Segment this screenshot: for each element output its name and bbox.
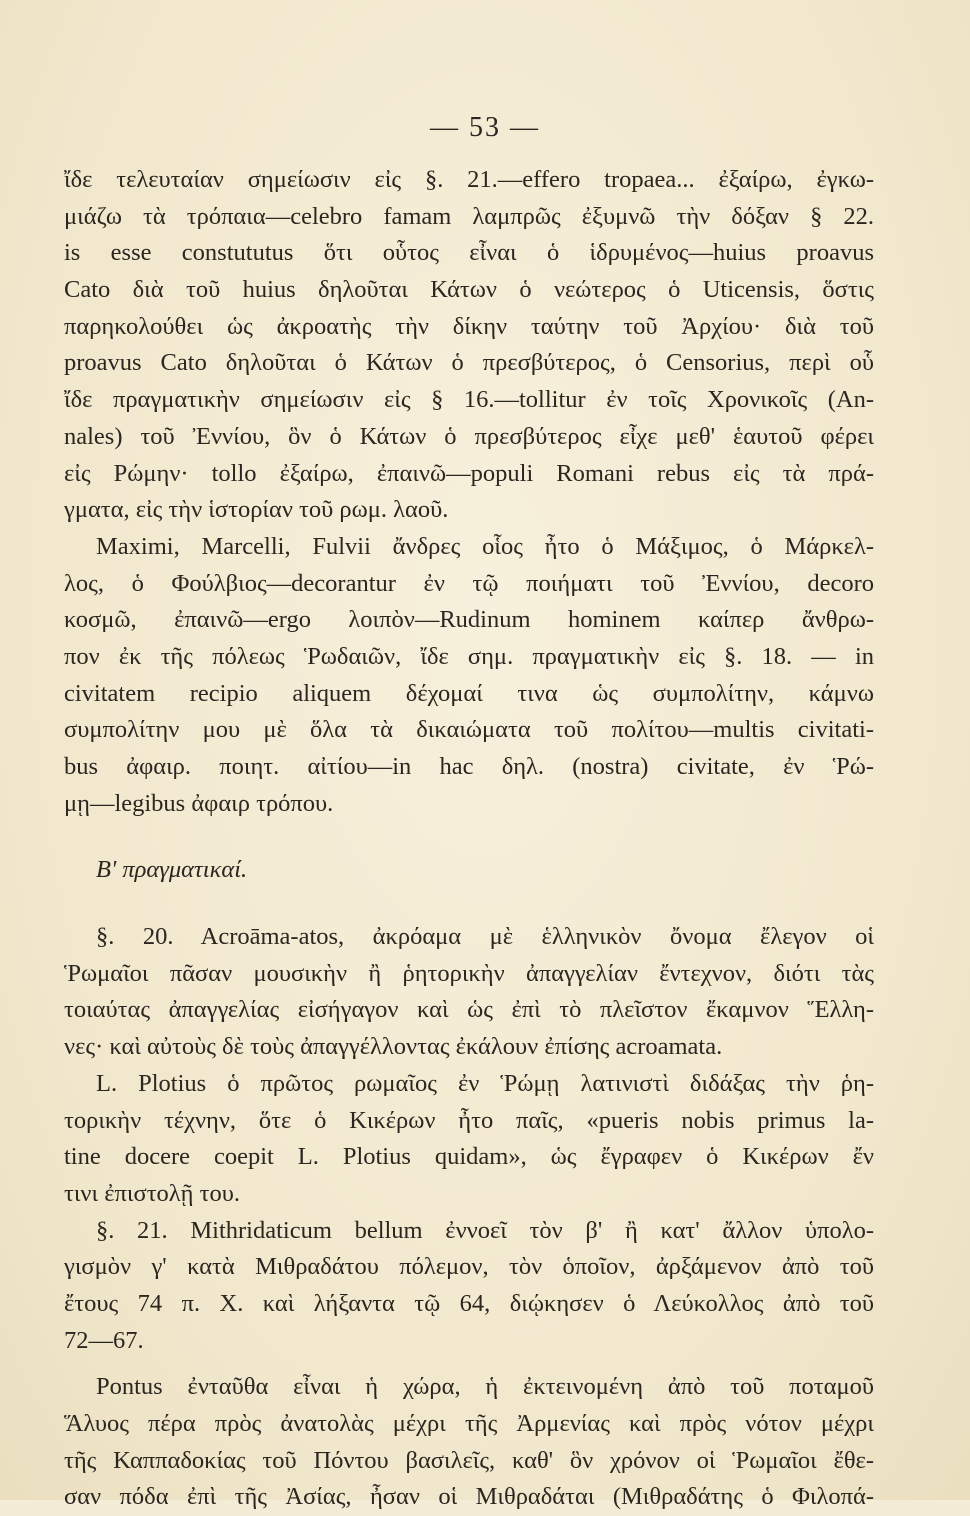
text-line: εἰς Ρώμην· tollo ἐξαίρω, ἐπαινῶ—populi Romani rebus εἰς τὰ πρά- [64, 459, 874, 487]
text-line: bus ἀφαιρ. ποιητ. αἰτίου—in hac δηλ. (nostra) civitate, ἐν Ῥώ- [64, 753, 874, 780]
text-line: proavus Cato δηλοῦται ὁ Κάτων ὁ πρεσβύτερος, ὁ Censorius, περὶ οὗ [64, 349, 874, 377]
text-line: §. 21. Mithridaticum bellum ἐννοεῖ τὸν β' ἢ κατ' ἄλλον ὑπολο- [96, 1216, 874, 1244]
text-line: Maximi, Marcelli, Fulvii ἄνδρες οἷος ἦτο ὁ Μάξιμος, ὁ Μάρκελ- [96, 532, 874, 560]
text-line: τινι ἐπιστολῇ του. [64, 1179, 240, 1207]
text-line: Ἅλυος πέρα πρὸς ἀνατολὰς μέχρι τῆς Ἀρμενίας καὶ πρὸς νότον μέχρι [64, 1410, 874, 1437]
text-line: τῆς Καππαδοκίας τοῦ Πόντου βασιλεῖς, καθ' ὃν χρόνον οἱ Ῥωμαῖοι ἔθε- [64, 1446, 874, 1474]
text-line: νες· καὶ αὐτοὺς δὲ τοὺς ἀπαγγέλλοντας ἐκάλουν ἐπίσης acroamata. [64, 1033, 723, 1061]
text-line: τοιαύτας ἀπαγγελίας εἰσήγαγον καὶ ὡς ἐπὶ τὸ πλεῖστον ἔκαμνον Ἕλλη- [64, 996, 874, 1024]
text-line: ἴδε τελευταίαν σημείωσιν εἰς §. 21.—effero tropaea... ἐξαίρω, ἐγκω- [64, 166, 874, 193]
text-line: nales) τοῦ Ἐννίου, ὃν ὁ Κάτων ὁ πρεσβύτερος εἶχε μεθ' ἑαυτοῦ φέρει [64, 422, 874, 450]
text-line: πον ἐκ τῆς πόλεως Ῥωδαιῶν, ἴδε σημ. πραγματικὴν εἰς §. 18. — in [64, 642, 874, 670]
text-line: συμπολίτην μου μὲ ὅλα τὰ δικαιώματα τοῦ πολίτου—multis civitati- [64, 716, 874, 744]
text-line: μῃ—legibus ἀφαιρ τρόπου. [64, 789, 334, 817]
text-line: §. 20. Acroāma-atos, ἀκρόαμα μὲ ἑλληνικὸν ὄνομα ἔλεγον οἱ [96, 923, 874, 951]
text-line: Pontus ἐνταῦθα εἶναι ἡ χώρα, ἡ ἐκτεινομένη ἀπὸ τοῦ ποταμοῦ [96, 1373, 874, 1401]
text-line: μιάζω τὰ τρόπαια—celebro famam λαμπρῶς ἐξυμνῶ τὴν δόξαν § 22. [64, 202, 874, 230]
text-line: γματα, εἰς τὴν ἱστορίαν τοῦ ρωμ. λαοῦ. [64, 496, 449, 524]
text-line: παρηκολούθει ὡς ἀκροατὴς τὴν δίκην ταύτην τοῦ Ἀρχίου· διὰ τοῦ [64, 312, 874, 340]
text-line: 72—67. [64, 1326, 144, 1354]
text-line: Ῥωμαῖοι πᾶσαν μουσικὴν ἢ ῥητορικὴν ἀπαγγελίαν ἔντεχνον, διότι τὰς [64, 959, 874, 987]
text-line: κοσμῶ, ἐπαινῶ—ergo λοιπὸν—Rudinum hominem καίπερ ἄνθρω- [64, 606, 874, 634]
text-line: γισμὸν γ' κατὰ Μιθραδάτου πόλεμον, τὸν ὁποῖον, ἀρξάμενον ἀπὸ τοῦ [64, 1253, 874, 1281]
page-number: — 53 — [430, 112, 540, 143]
text-line: τορικὴν τέχνην, ὅτε ὁ Κικέρων ἦτο παῖς, «pueris nobis primus la- [64, 1106, 874, 1134]
text-line: L. Plotius ὁ πρῶτος ρωμαῖος ἐν Ῥώμῃ λατινιστὶ διδάξας τὴν ῥη- [96, 1069, 874, 1097]
text-line: Cato διὰ τοῦ huius δηλοῦται Κάτων ὁ νεώτερος ὁ Uticensis, ὅστις [64, 276, 874, 304]
text-line: σαν πόδα ἐπὶ τῆς Ἀσίας, ἦσαν οἱ Μιθραδάται (Μιθραδάτης ὁ Φιλοπά- [64, 1483, 874, 1511]
text-line: is esse constututus ὅτι οὗτος εἶναι ὁ ἱδρυμένος—huius proavus [64, 239, 874, 267]
section-heading: Β' πραγματικαί. [96, 856, 248, 884]
body-text [64, 162, 874, 1516]
text-line: tine docere coepit L. Plotius quidam», ὡς ἔγραφεν ὁ Κικέρων ἔν [64, 1143, 874, 1171]
text-line: ἴδε πραγματικὴν σημείωσιν εἰς § 16.—tollitur ἐν τοῖς Χρονικοῖς (An- [64, 386, 874, 414]
text-line: λος, ὁ Φούλβιος—decorantur ἐν τῷ ποιήματι τοῦ Ἐννίου, decoro [64, 569, 874, 597]
text-line: ἔτους 74 π. Χ. καὶ λήξαντα τῷ 64, διῴκησεν ὁ Λεύκολλος ἀπὸ τοῦ [64, 1289, 874, 1317]
text-line: civitatem recipio aliquem δέχομαί τινα ὡς συμπολίτην, κάμνω [64, 679, 874, 707]
